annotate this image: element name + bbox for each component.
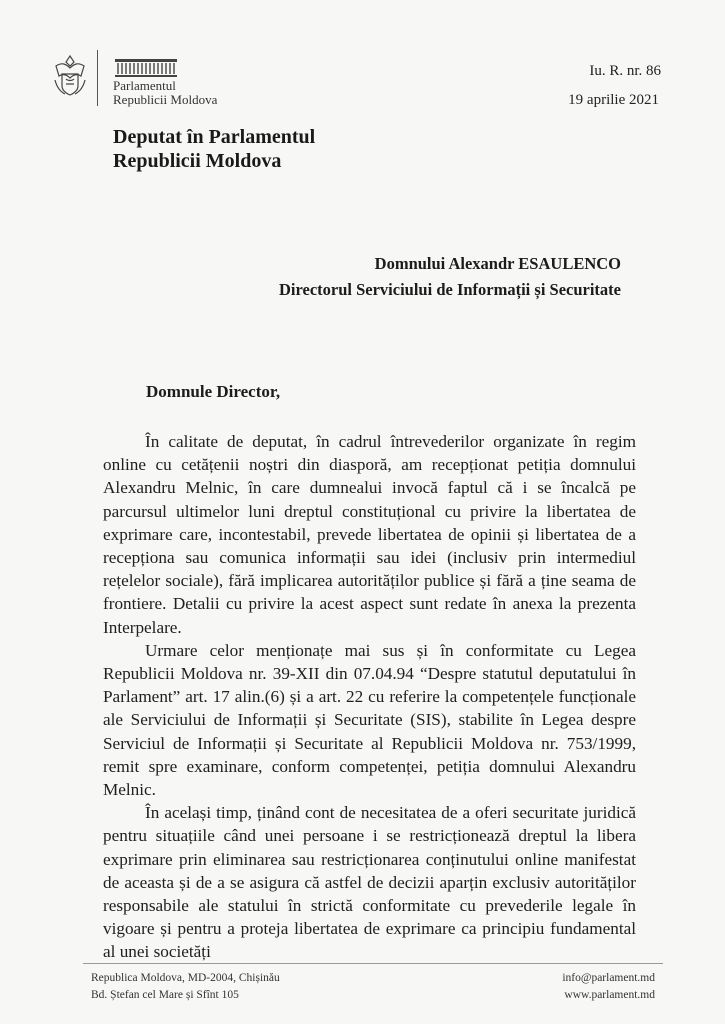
parliament-building-icon bbox=[113, 57, 179, 79]
registration-number: Iu. R. nr. 86 bbox=[589, 63, 661, 79]
coat-of-arms-icon bbox=[50, 52, 90, 100]
deputy-heading-line-2: Republicii Moldova bbox=[113, 150, 282, 172]
footer-contacts bbox=[562, 970, 655, 1004]
deputy-heading bbox=[113, 125, 315, 173]
footer-address-line-2: Bd. Ștefan cel Mare și Sfînt 105 bbox=[91, 989, 239, 1001]
deputy-heading-line-1: Deputat în Parlamentul bbox=[113, 126, 316, 148]
footer-address-line-1: Republica Moldova, MD-2004, Chișinău bbox=[91, 972, 280, 984]
footer-divider bbox=[83, 963, 663, 964]
footer-email: info@parlament.md bbox=[562, 972, 655, 984]
letter-body bbox=[103, 430, 636, 964]
footer-website: www.parlament.md bbox=[564, 989, 655, 1001]
institution-line-2: Republicii Moldova bbox=[113, 92, 218, 107]
paragraph-1: În calitate de deputat, în cadrul întrevederilor organizate în regim online cu cetățenii noștri din diasporă, am recepționat petiția domnului Alexandru Melnic, în care dumnealui invocă faptul că i se încalcă pe parcursul ultimelor luni dreptul constituțional cu privire la libertatea de exprimare care, incontestabil, prevede libertatea de opinii și libertatea de a recepționa sau comunica informații sau idei (inclusiv prin intermediul rețelelor sociale), fără implicarea autorităților publice și fără a ține seama de frontiere. Detalii cu privire la acest aspect sunt redate în anexa la prezenta Interpelare. bbox=[103, 432, 636, 637]
recipient-block bbox=[279, 251, 621, 303]
recipient-name: Domnului Alexandr ESAULENCO bbox=[374, 254, 621, 273]
paragraph-3: În același timp, ținând cont de necesitatea de a oferi securitate juridică pentru situațiile când unei persoane i se restricționează dreptul la libera exprimare prin eliminarea sau restricționarea conținutului online manifestat de aceasta și de a se asigura că astfel de decizii aparțin exclusiv autorităților responsabile ale statului în strictă conformitate cu prevederile legale în vigoare și pentru a proteja libertatea de exprimare ca principiu fundamental al unei societăți bbox=[103, 803, 636, 962]
salutation: Domnule Director, bbox=[146, 382, 281, 401]
letter-date: 19 aprilie 2021 bbox=[568, 92, 659, 108]
header-divider bbox=[97, 50, 98, 106]
paragraph-2: Urmare celor menționațe mai sus și în conformitate cu Legea Republicii Moldova nr. 39-XII din 07.04.94 “Despre statutul deputatului în Parlament” art. 17 alin.(6) și a art. 22 cu referire la competențele funcționale ale Serviciului de Informații și Securitate (SIS), stabilite în Legea despre Serviciul de Informații și Securitate al Republicii Moldova nr. 753/1999, remit spre examinare, conform competenței, petiția domnului Alexandru Melnic. bbox=[103, 640, 636, 800]
institution-line-1: Parlamentul bbox=[113, 78, 176, 93]
institution-name bbox=[113, 79, 217, 107]
recipient-title: Directorul Serviciului de Informații și Securitate bbox=[278, 280, 621, 299]
footer-address bbox=[91, 970, 280, 1004]
